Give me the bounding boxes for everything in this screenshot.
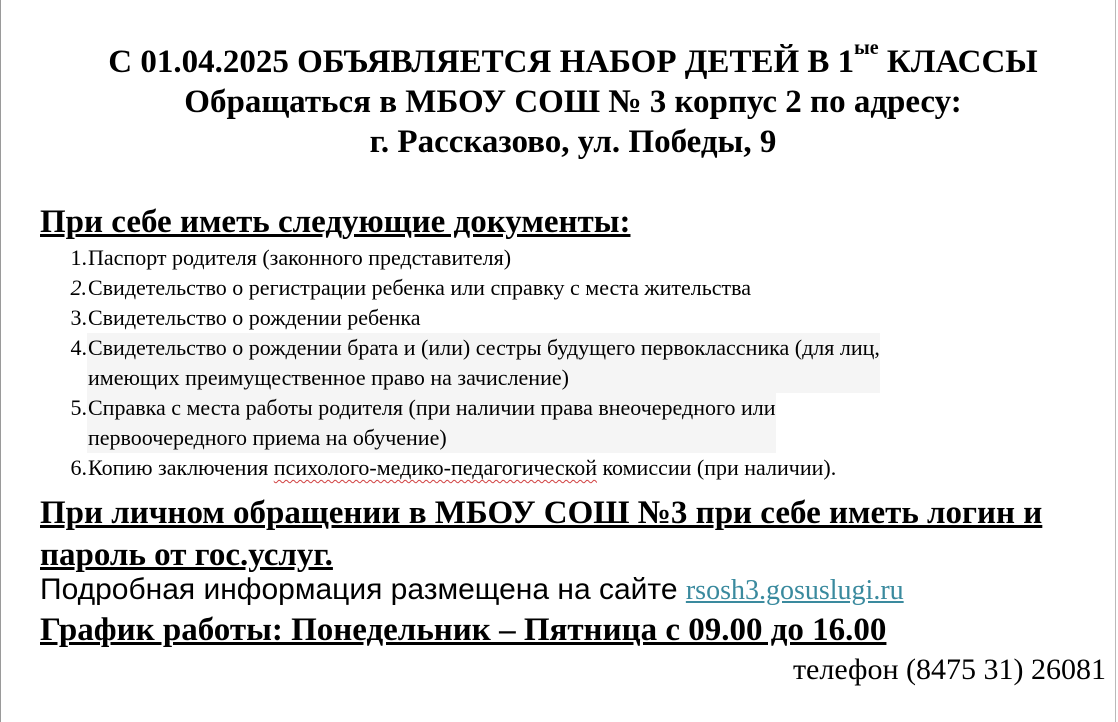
header-superscript: ые xyxy=(854,37,879,59)
work-schedule: График работы: Понедельник – Пятница с 09.00 до 16.00 xyxy=(40,612,887,648)
website-link[interactable]: rsosh3.gosuslugi.ru xyxy=(685,575,904,606)
documents-title: При себе иметь следующие документы: xyxy=(40,204,631,240)
list-item: 5. Справка с места работы родителя (при наличии права внеочередного или первоочередного приема на обучение) xyxy=(60,393,1090,453)
documents-list xyxy=(60,243,1090,483)
info-line: Подробная информация размещена на сайте rsosh3.gosuslugi.ru xyxy=(40,573,904,606)
list-item: 1. Паспорт родителя (законного представителя) xyxy=(70,245,512,270)
spellcheck-underlined-word: психолого-медико-педагогической xyxy=(273,455,597,480)
list-item: 6. Копию заключения психолого-медико-педагогической комиссии (при наличии). xyxy=(70,455,837,480)
phone-number: телефон (8475 31) 26081 xyxy=(792,653,1106,686)
page-border-left xyxy=(0,0,1,722)
header-line-2: Обращаться в МБОУ СОШ № 3 корпус 2 по адресу: xyxy=(184,84,962,120)
list-item: 2. Свидетельство о регистрации ребенка или справку с места жительства xyxy=(70,275,752,300)
list-item: 4. Свидетельство о рождении брата и (или) сестры будущего первоклассника (для лиц, имеющих преимущественное право на зачисление) xyxy=(60,333,1090,393)
header-line-1: С 01.04.2025 ОБЪЯВЛЯЕТСЯ НАБОР ДЕТЕЙ В $1^{ые}$ КЛАССЫ xyxy=(108,37,1038,80)
list-item: 3. Свидетельство о рождении ребенка xyxy=(70,305,421,330)
personal-visit-notice: При личном обращении в МБОУ СОШ №3 при себе иметь логин и пароль от гос.услуг. xyxy=(40,495,1043,573)
header-line-3: г. Рассказово, ул. Победы, 9 xyxy=(369,124,777,160)
announcement-header xyxy=(28,37,1118,162)
